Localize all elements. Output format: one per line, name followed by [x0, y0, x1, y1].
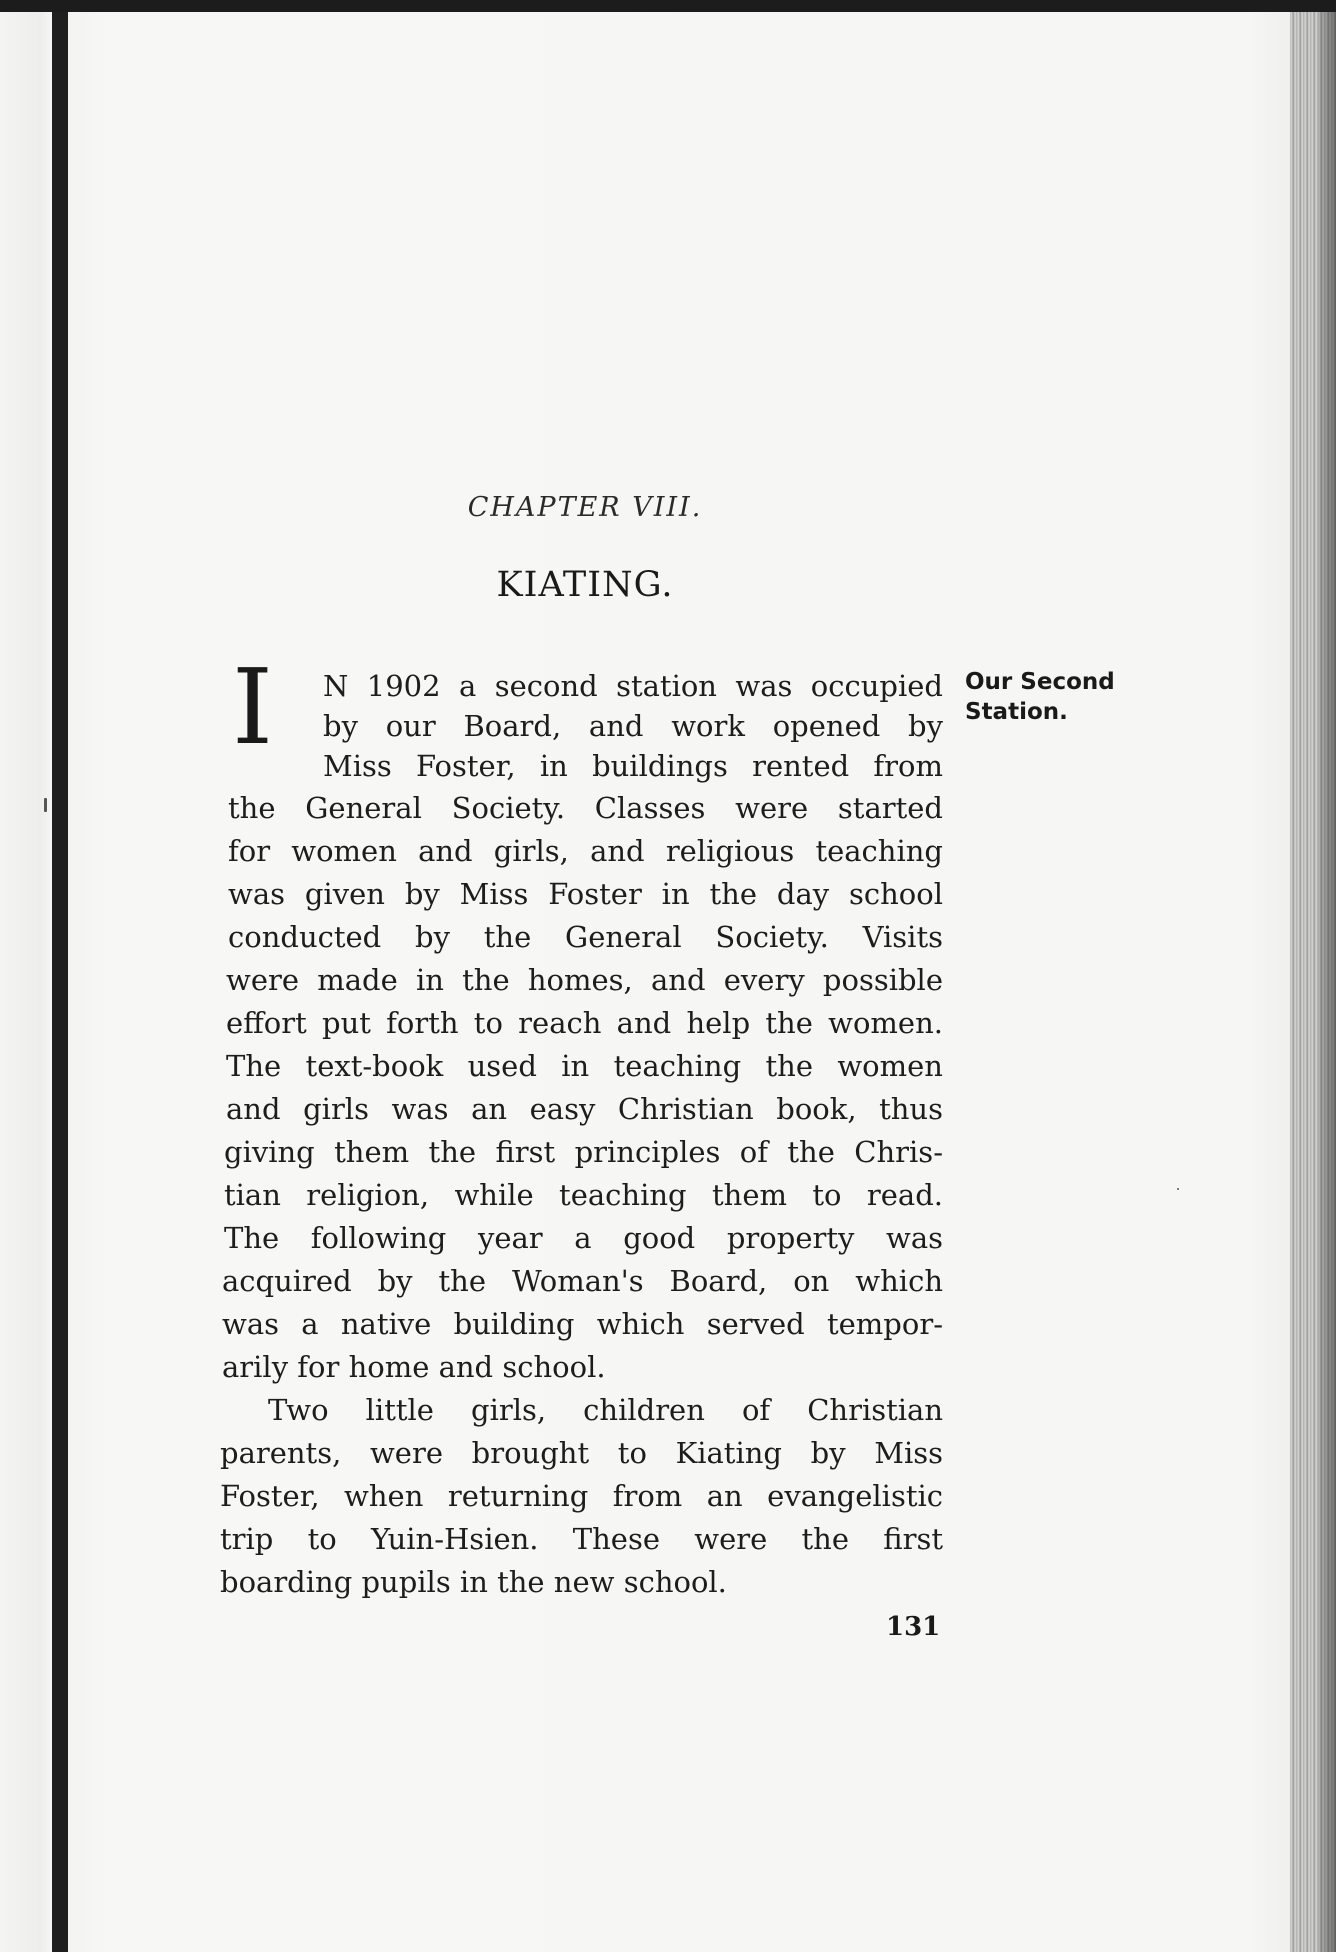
scan-speck: [1177, 1188, 1179, 1190]
text-line: Two little girls, children of Christian: [268, 1393, 943, 1427]
text-line: tian religion, while teaching them to read.: [224, 1178, 943, 1212]
text-line: The text-book used in teaching the women: [226, 1049, 943, 1083]
text-line: by our Board, and work opened by: [323, 709, 943, 743]
text-line: effort put forth to reach and help the women.: [226, 1006, 943, 1040]
text-line: Foster, when returning from an evangelistic: [220, 1479, 943, 1513]
scan-speck: [44, 798, 47, 812]
drop-cap: I: [232, 646, 274, 768]
text-line: boarding pupils in the new school.: [220, 1565, 727, 1599]
margin-note-line: Our Second: [965, 669, 1115, 695]
margin-note-line: Station.: [965, 699, 1068, 725]
scan-top-edge: [0, 0, 1336, 12]
chapter-title: KIATING.: [496, 565, 674, 605]
text-line: acquired by the Woman's Board, on which: [222, 1264, 943, 1298]
text-line: trip to Yuin-Hsien. These were the first: [220, 1522, 943, 1556]
text-line: was given by Miss Foster in the day school: [228, 877, 943, 911]
text-line: and girls was an easy Christian book, thus: [226, 1092, 943, 1126]
text-line: arily for home and school.: [222, 1350, 606, 1384]
page-number: 131: [886, 1612, 941, 1642]
binding-shadow: [52, 12, 68, 1952]
margin-note: [965, 667, 1145, 727]
previous-page-edge: [0, 12, 52, 1952]
text-line: Miss Foster, in buildings rented from: [323, 749, 943, 783]
text-line: was a native building which served tempor-: [222, 1307, 943, 1341]
text-line: were made in the homes, and every possible: [226, 963, 943, 997]
page-edge-shadow: [1318, 12, 1336, 1952]
text-line: conducted by the General Society. Visits: [228, 920, 943, 954]
chapter-heading: CHAPTER VIII.: [467, 492, 703, 523]
text-line: the General Society. Classes were started: [228, 791, 943, 825]
text-line: giving them the first principles of the Chris-: [224, 1135, 943, 1169]
text-line: for women and girls, and religious teaching: [228, 834, 943, 868]
text-line: The following year a good property was: [224, 1221, 943, 1255]
text-line: N 1902 a second station was occupied: [323, 669, 943, 703]
text-line: parents, were brought to Kiating by Miss: [220, 1436, 943, 1470]
